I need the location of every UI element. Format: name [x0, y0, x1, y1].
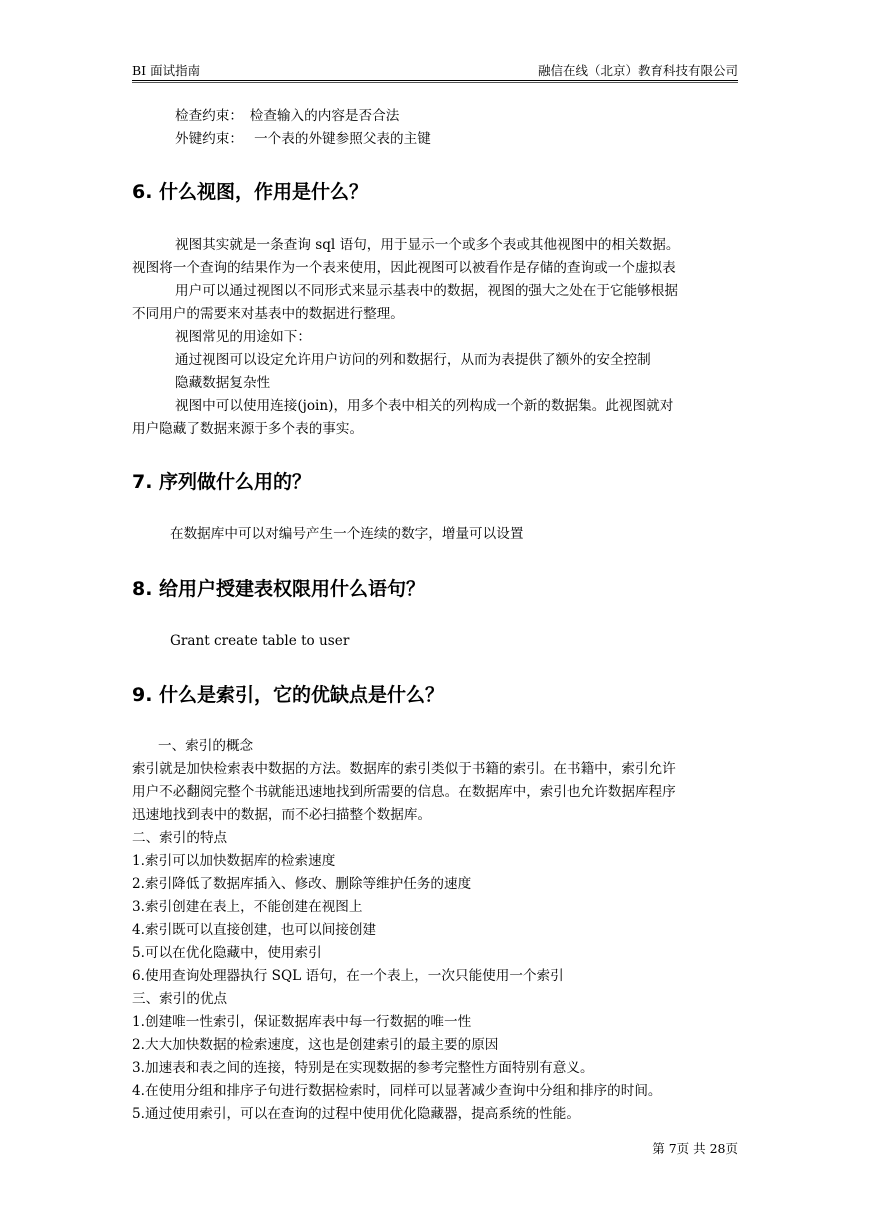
s6-paragraph-4: 通过视图可以设定允许用户访问的列和数据行，从而为表提供了额外的安全控制: [175, 352, 651, 368]
s7-paragraph: 在数据库中可以对编号产生一个连续的数字，增量可以设置: [170, 526, 524, 542]
s9-advantage-item: 2.大大加快数据的检索速度，这也是创建索引的最主要的原因: [132, 1037, 499, 1053]
s9-feature-item: 1.索引可以加快数据库的检索速度: [132, 853, 336, 869]
s9-concept-line-1: 索引就是加快检索表中数据的方法。数据库的索引类似于书籍的索引。在书籍中，索引允许: [132, 761, 676, 777]
foreign-key-line: 外键约束： 一个表的外键参照父表的主键: [175, 131, 431, 147]
section-7-heading: 7. 序列做什么用的？: [132, 471, 312, 493]
header-company: 融信在线（北京）教育科技有限公司: [537, 63, 738, 78]
s6-paragraph-1-line-1: 视图其实就是一条查询 sql 语句，用于显示一个或多个表或其他视图中的相关数据。: [175, 237, 680, 253]
s9-feature-item: 6.使用查询处理器执行 SQL 语句，在一个表上，一次只能使用一个索引: [132, 968, 564, 984]
header-title: BI 面试指南: [132, 63, 201, 78]
section-8-heading: 8. 给用户授建表权限用什么语句？: [132, 578, 426, 600]
s9-subheading-features: 二、索引的特点: [132, 830, 228, 846]
s6-paragraph-6-line-1: 视图中可以使用连接(join)，用多个表中相关的列构成一个新的数据集。此视图就对: [175, 398, 674, 414]
s9-feature-item: 2.索引降低了数据库插入、修改、删除等维护任务的速度: [132, 876, 472, 892]
s6-paragraph-2-line-2: 不同用户的需要来对基表中的数据进行整理。: [132, 306, 404, 322]
s6-paragraph-5: 隐藏数据复杂性: [175, 375, 271, 391]
s6-paragraph-3: 视图常见的用途如下：: [175, 329, 311, 345]
s9-advantage-item: 4.在使用分组和排序子句进行数据检索时，同样可以显著减少查询中分组和排序的时间。: [132, 1083, 662, 1099]
s6-paragraph-6-line-2: 用户隐藏了数据来源于多个表的事实。: [132, 421, 364, 437]
s6-paragraph-1-line-2: 视图将一个查询的结果作为一个表来使用，因此视图可以被看作是存储的查询或一个虚拟表: [132, 260, 676, 276]
s9-concept-line-2: 用户不必翻阅完整个书就能迅速地找到所需要的信息。在数据库中，索引也允许数据库程序: [132, 784, 676, 800]
s9-advantage-item: 1.创建唯一性索引，保证数据库表中每一行数据的唯一性: [132, 1014, 472, 1030]
s9-feature-item: 5.可以在优化隐藏中，使用索引: [132, 945, 322, 961]
check-constraint-line: 检查约束： 检查输入的内容是否合法: [175, 108, 400, 124]
s9-advantage-item: 5.通过使用索引，可以在查询的过程中使用优化隐藏器，提高系统的性能。: [132, 1106, 580, 1122]
header-divider-thin: [132, 82, 738, 83]
s6-paragraph-2-line-1: 用户可以通过视图以不同形式来显示基表中的数据，视图的强大之处在于它能够根据: [175, 283, 678, 299]
header-divider: [132, 80, 738, 81]
s9-advantage-item: 3.加速表和表之间的连接，特别是在实现数据的参考完整性方面特别有意义。: [132, 1060, 594, 1076]
s9-feature-item: 3.索引创建在表上，不能创建在视图上: [132, 899, 363, 915]
s9-concept-line-3: 迅速地找到表中的数据，而不必扫描整个数据库。: [132, 807, 432, 823]
s9-feature-item: 4.索引既可以直接创建，也可以间接创建: [132, 922, 377, 938]
s9-subheading-advantages: 三、索引的优点: [132, 991, 228, 1007]
page-number: 第 7页 共 28页: [652, 1141, 738, 1156]
section-9-heading: 9. 什么是索引，它的优缺点是什么？: [132, 684, 445, 706]
s8-paragraph: Grant create table to user: [170, 633, 350, 649]
section-6-heading: 6. 什么视图，作用是什么？: [132, 181, 369, 203]
s9-subheading-concept: 一、索引的概念: [158, 738, 254, 754]
